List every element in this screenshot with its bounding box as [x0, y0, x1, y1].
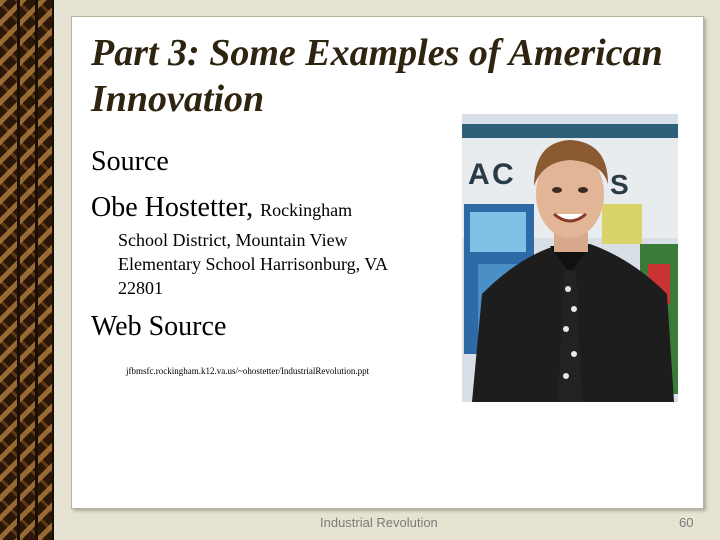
author-name: Obe Hostetter, [91, 192, 254, 223]
svg-text:A: A [468, 158, 490, 191]
web-source-heading: Web Source [91, 311, 227, 342]
author-line [91, 192, 352, 224]
web-source-url: jfbmsfc.rockingham.k12.va.us/~ohostetter/IndustrialRevolution.ppt [126, 366, 370, 376]
author-photo [462, 114, 678, 402]
slide-title-line-1: Part 3: Some Examples of American [91, 32, 663, 74]
author-details: School District, Mountain View Elementary School Harrisonburg, VA 22801 [118, 230, 387, 298]
author-place: Rockingham [260, 200, 353, 220]
slide-title [91, 30, 691, 122]
footer-title: Industrial Revolution [320, 515, 438, 530]
page-number: 60 [679, 515, 694, 530]
decorative-chain-border [0, 0, 54, 540]
slide-title-line-2: Innovation [91, 78, 265, 120]
svg-text:C: C [492, 158, 514, 191]
svg-text:S: S [610, 169, 629, 200]
source-heading: Source [91, 146, 169, 177]
